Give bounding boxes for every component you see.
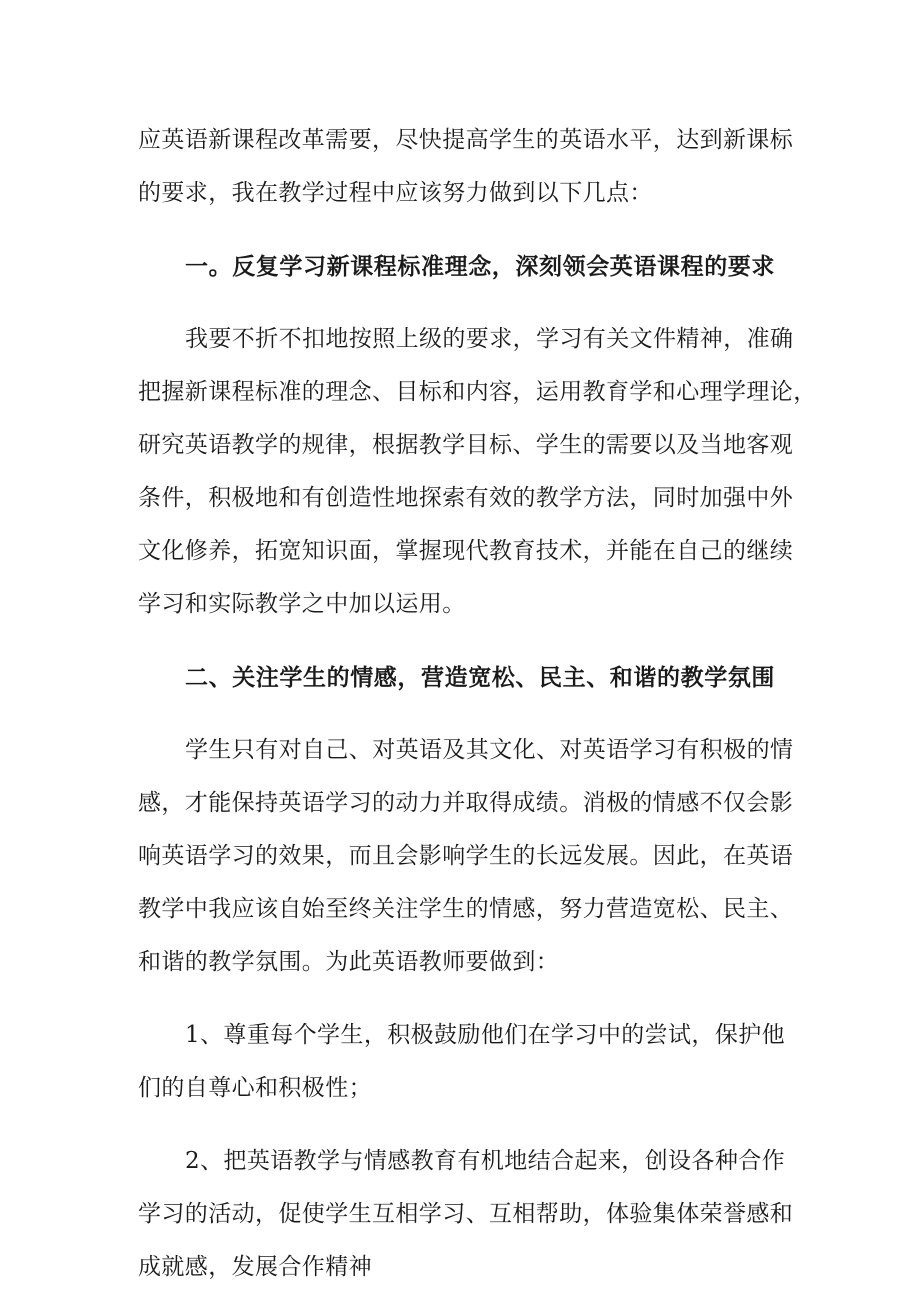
text-line: 感，才能保持英语学习的动力并取得成绩。消极的情感不仅会影 [138, 790, 794, 816]
text-line: 响英语学习的效果，而且会影响学生的长远发展。因此，在英语 [138, 843, 794, 869]
text-line: 学习和实际教学之中加以运用。 [138, 591, 466, 617]
text-line: 学习的活动，促使学生互相学习、互相帮助，体验集体荣誉感和 [138, 1201, 794, 1227]
text-line: 条件，积极地和有创造性地探索有效的教学方法，同时加强中外 [138, 485, 794, 511]
section1-paragraph [138, 313, 817, 631]
section-heading-1: 一。反复学习新课程标准理念，深刻领会英语课程的要求 [185, 253, 775, 280]
list-item-2 [138, 1135, 794, 1294]
text-line: 我要不折不扣地按照上级的要求，学习有关文件精神，准确 [185, 326, 794, 352]
text-line: 成就感，发展合作精神 [138, 1254, 372, 1280]
text-line: 的要求，我在教学过程中应该努力做到以下几点： [138, 180, 653, 206]
document-body [138, 114, 817, 1294]
text-line: 应英语新课程改革需要，尽快提高学生的英语水平，达到新课标 [138, 127, 794, 153]
section-heading-2: 二、关注学生的情感，营造宽松、民主、和谐的教学氛围 [185, 664, 775, 691]
text-line: 和谐的教学氛围。为此英语教师要做到： [138, 949, 560, 975]
text-line: 2、把英语教学与情感教育有机地结合起来，创设各种合作 [185, 1148, 786, 1174]
section2-paragraph [138, 724, 794, 989]
text-line: 研究英语教学的规律，根据教学目标、学生的需要以及当地客观 [138, 432, 794, 458]
text-line: 文化修养，拓宽知识面，掌握现代教育技术，并能在自己的继续 [138, 538, 794, 564]
text-line: 把握新课程标准的理念、目标和内容，运用教育学和心理学理论， [138, 379, 817, 405]
intro-paragraph [138, 114, 794, 220]
text-line: 们的自尊心和积极性； [138, 1075, 372, 1101]
text-line: 1、尊重每个学生，积极鼓励他们在学习中的尝试，保护他 [185, 1022, 786, 1048]
text-line: 学生只有对自己、对英语及其文化、对英语学习有积极的情 [185, 737, 794, 763]
list-item-1 [138, 1009, 784, 1115]
text-line: 教学中我应该自始至终关注学生的情感，努力营造宽松、民主、 [138, 896, 794, 922]
